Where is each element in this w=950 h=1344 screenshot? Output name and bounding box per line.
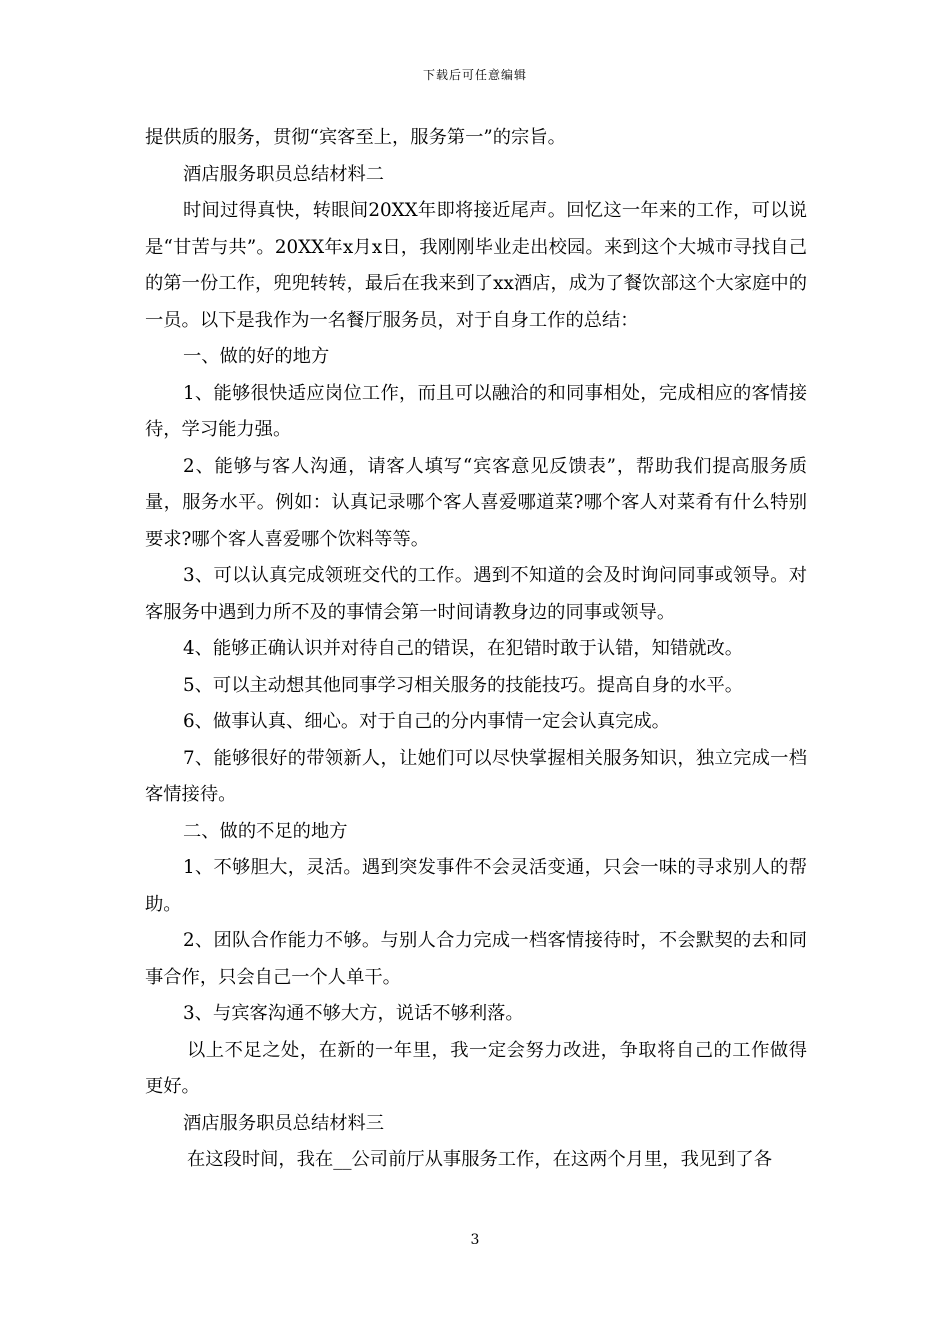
page-number: 3 xyxy=(470,1232,480,1248)
document-body xyxy=(145,120,807,1179)
page-header: 下载后可任意编辑 xyxy=(422,68,527,82)
list-item: 1、不够胆大，灵活。遇到突发事件不会灵活变通，只会一味的寻求别人的帮助。 xyxy=(145,857,807,915)
section-title: 酒店服务职员总结材料二 xyxy=(183,163,385,185)
paragraph: 以上不足之处，在新的一年里，我一定会努力改进，争取将自己的工作做得更好。 xyxy=(145,1039,807,1097)
section-heading: 二、做的不足的地方 xyxy=(183,820,348,842)
list-item: 3、可以认真完成领班交代的工作。遇到不知道的会及时询问同事或领导。对客服务中遇到力所不及的事情会第一时间请教身边的同事或领导。 xyxy=(145,565,807,623)
list-item: 3、与宾客沟通不够大方，说话不够利落。 xyxy=(183,1003,524,1024)
list-item: 7、能够很好的带领新人，让她们可以尽快掌握相关服务知识，独立完成一档客情接待。 xyxy=(145,747,807,805)
list-item: 4、能够正确认识并对待自己的错误，在犯错时敢于认错，知错就改。 xyxy=(183,638,744,659)
list-item: 1、能够很快适应岗位工作，而且可以融洽的和同事相处，完成相应的客情接待，学习能力强。 xyxy=(145,382,807,440)
list-item: 6、做事认真、细心。对于自己的分内事情一定会认真完成。 xyxy=(183,711,670,732)
list-item: 2、团队合作能力不够。与别人合力完成一档客情接待时，不会默契的去和同事合作，只会自己一个人单干。 xyxy=(145,930,807,988)
paragraph: 时间过得真快，转眼间20XX年即将接近尾声。回忆这一年来的工作，可以说是“甘苦与共”。20XX年x月x日，我刚刚毕业走出校园。来到这个大城市寻找自己的第一份工作，兜兜转转，最后在我来到了xx酒店，成为了餐饮部这个大家庭中的一员。以下是我作为一名餐厅服务员，对于自身工作的总结： xyxy=(145,200,807,331)
list-item: 5、可以主动想其他同事学习相关服务的技能技巧。提高自身的水平。 xyxy=(183,674,744,696)
section-heading: 一、做的好的地方 xyxy=(183,346,330,367)
list-item: 2、能够与客人沟通，请客人填写“宾客意见反馈表”，帮助我们提高服务质量，服务水平。例如：认真记录哪个客人喜爱哪道菜?哪个客人对菜肴有什么特别要求?哪个客人喜爱哪个饮料等等。 xyxy=(145,455,807,550)
paragraph: 提供质的服务，贯彻“宾客至上，服务第一”的宗旨。 xyxy=(145,127,566,148)
paragraph: 在这段时间，我在__公司前厅从事服务工作，在这两个月里，我见到了各 xyxy=(187,1149,772,1170)
section-title: 酒店服务职员总结材料三 xyxy=(183,1112,385,1134)
